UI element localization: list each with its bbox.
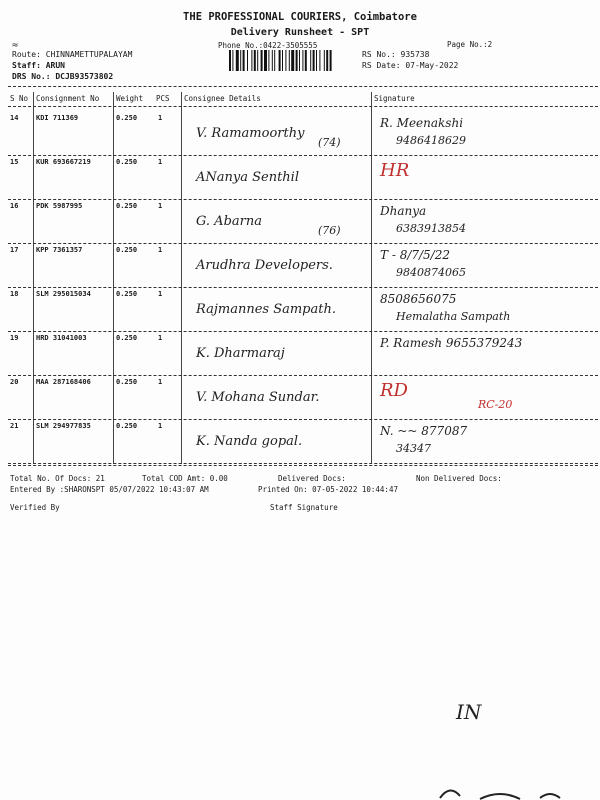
route-label: Route: bbox=[12, 50, 41, 59]
row-consignee-name: ANanya Senthil bbox=[196, 170, 299, 185]
row-consignment-no: MAA 287168406 bbox=[36, 378, 91, 386]
row-sno: 20 bbox=[10, 378, 19, 386]
verified-by: Verified By bbox=[10, 503, 60, 512]
drs-line bbox=[12, 72, 113, 81]
row-separator bbox=[8, 243, 598, 244]
bottom-scribble: IN bbox=[456, 700, 482, 724]
row-signature-note: Hemalatha Sampath bbox=[396, 310, 511, 323]
col-divider bbox=[113, 92, 114, 464]
printed-on: Printed On: 07-05-2022 10:44:47 bbox=[258, 485, 398, 494]
header-rule-bottom bbox=[8, 106, 598, 107]
col-sno: S No bbox=[10, 94, 29, 103]
staff-signature: Staff Signature bbox=[270, 503, 338, 512]
runsheet-subtitle: Delivery Runsheet - SPT bbox=[230, 27, 370, 38]
row-consignee-extra: (76) bbox=[318, 224, 341, 237]
row-consignee-name: V. Ramamoorthy bbox=[196, 126, 305, 141]
col-divider bbox=[371, 92, 372, 464]
row-consignment-no: KUR 693667219 bbox=[36, 158, 91, 166]
route-value: CHINNAMETTUPALAYAM bbox=[45, 50, 133, 59]
page-number: Page No.:2 bbox=[447, 40, 493, 49]
col-pcs: PCS bbox=[156, 94, 170, 103]
row-sno: 16 bbox=[10, 202, 19, 210]
row-consignee-name: K. Dharmaraj bbox=[196, 346, 285, 361]
row-signature: HR bbox=[380, 160, 410, 181]
row-signature-note: 6383913854 bbox=[396, 222, 466, 235]
row-separator bbox=[8, 155, 598, 156]
row-separator bbox=[8, 331, 598, 332]
row-consignee-name: Rajmannes Sampath. bbox=[196, 302, 336, 317]
staff-value: ARUN bbox=[45, 61, 65, 70]
row-sno: 18 bbox=[10, 290, 19, 298]
row-sno: 17 bbox=[10, 246, 19, 254]
row-pcs: 1 bbox=[158, 114, 163, 122]
row-consignee-name: Arudhra Developers. bbox=[196, 258, 333, 273]
row-pcs: 1 bbox=[158, 378, 163, 386]
company-title: THE PROFESSIONAL COURIERS, Coimbatore bbox=[183, 11, 417, 23]
row-weight: 0.250 bbox=[116, 422, 138, 430]
row-separator bbox=[8, 463, 598, 464]
route-line bbox=[12, 50, 132, 59]
col-signature: Signature bbox=[374, 94, 415, 103]
row-pcs: 1 bbox=[158, 158, 163, 166]
row-consignment-no: SLM 294977835 bbox=[36, 422, 91, 430]
row-separator bbox=[8, 375, 598, 376]
row-pcs: 1 bbox=[158, 246, 163, 254]
scan-smudge: ≈ bbox=[12, 40, 19, 51]
row-weight: 0.250 bbox=[116, 114, 138, 122]
row-sno: 19 bbox=[10, 334, 19, 342]
col-details: Consignee Details bbox=[184, 94, 261, 103]
row-pcs: 1 bbox=[158, 422, 163, 430]
row-separator bbox=[8, 419, 598, 420]
row-weight: 0.250 bbox=[116, 246, 138, 254]
row-signature: Dhanya bbox=[380, 204, 427, 218]
row-sno: 14 bbox=[10, 114, 19, 122]
col-weight: Weight bbox=[116, 94, 144, 103]
row-separator bbox=[8, 199, 598, 200]
delivered-docs: Delivered Docs: bbox=[278, 474, 346, 483]
row-signature-note: 9840874065 bbox=[396, 266, 466, 279]
row-consignee-extra: (74) bbox=[318, 136, 341, 149]
row-signature-note: 34347 bbox=[396, 442, 431, 455]
col-divider bbox=[33, 92, 34, 464]
row-sno: 21 bbox=[10, 422, 19, 430]
row-consignee-name: V. Mohana Sundar. bbox=[196, 390, 320, 405]
row-consignment-no: KPP 7361357 bbox=[36, 246, 83, 254]
barcode-image bbox=[229, 50, 361, 71]
row-weight: 0.250 bbox=[116, 378, 138, 386]
row-consignment-no: SLM 295015034 bbox=[36, 290, 91, 298]
staff-label: Staff: bbox=[12, 61, 41, 70]
rs-date: RS Date: 07-May-2022 bbox=[362, 61, 459, 70]
phone-number: Phone No.:0422-3505555 bbox=[218, 41, 318, 50]
col-divider bbox=[181, 92, 182, 464]
row-signature-note: RC-20 bbox=[478, 398, 513, 411]
row-pcs: 1 bbox=[158, 290, 163, 298]
row-consignment-no: KDI 711369 bbox=[36, 114, 79, 122]
row-signature: T - 8/7/5/22 bbox=[380, 248, 450, 262]
row-consignee-name: G. Abarna bbox=[196, 214, 262, 229]
row-signature: 8508656075 bbox=[380, 292, 457, 306]
total-cod: Total COD Amt: 0.00 bbox=[142, 474, 228, 483]
total-docs: Total No. Of Docs: 21 bbox=[10, 474, 105, 483]
table-rule-bottom bbox=[8, 465, 598, 466]
row-signature: RD bbox=[380, 380, 408, 401]
row-consignment-no: HRD 31041003 bbox=[36, 334, 87, 342]
row-weight: 0.250 bbox=[116, 202, 138, 210]
rs-number: RS No.: 935738 bbox=[362, 50, 430, 59]
row-pcs: 1 bbox=[158, 334, 163, 342]
row-weight: 0.250 bbox=[116, 290, 138, 298]
header-rule-top bbox=[8, 86, 598, 87]
drs-value: DCJB93573802 bbox=[55, 72, 114, 81]
row-weight: 0.250 bbox=[116, 158, 138, 166]
page-edge-marks bbox=[420, 770, 600, 800]
drs-label: DRS No.: bbox=[12, 72, 51, 81]
row-consignee-name: K. Nanda gopal. bbox=[196, 434, 303, 449]
row-consignment-no: PDK 5987995 bbox=[36, 202, 83, 210]
non-delivered-docs: Non Delivered Docs: bbox=[416, 474, 502, 483]
entered-by: Entered By :SHARONSPT 05/07/2022 10:43:07 AM bbox=[10, 485, 209, 494]
row-sno: 15 bbox=[10, 158, 19, 166]
col-consignment: Consignment No bbox=[36, 94, 100, 103]
row-weight: 0.250 bbox=[116, 334, 138, 342]
row-signature: R. Meenakshi bbox=[380, 116, 464, 130]
row-pcs: 1 bbox=[158, 202, 163, 210]
row-signature: P. Ramesh 9655379243 bbox=[380, 336, 523, 350]
row-signature-note: 9486418629 bbox=[396, 134, 466, 147]
staff-line bbox=[12, 61, 65, 70]
row-separator bbox=[8, 287, 598, 288]
row-signature: N. ~~ 877087 bbox=[380, 424, 468, 438]
